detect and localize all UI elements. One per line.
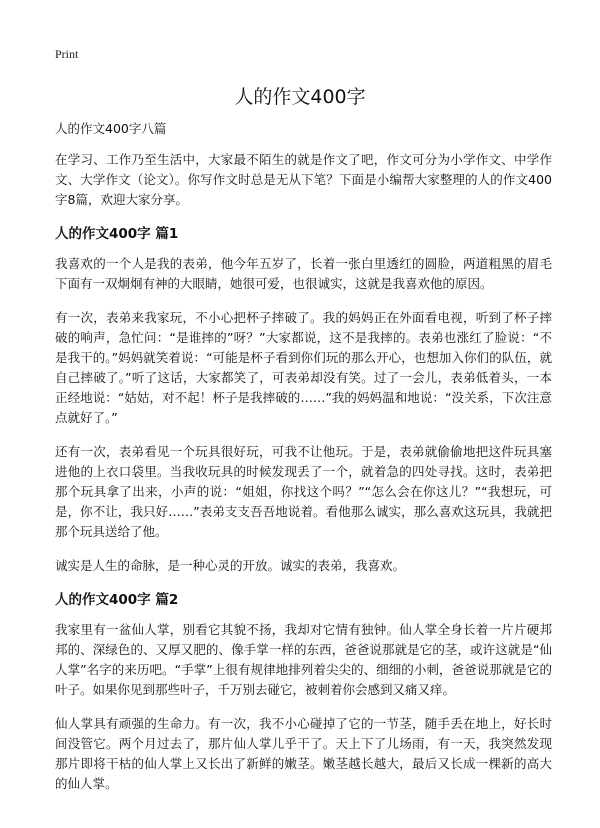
article-body [55,120,552,808]
section-heading-1: 人的作文400字 篇1 [55,226,179,242]
section-2-paragraph: 仙人掌具有顽强的生命力。有一次，我不小心碰掉了它的一节茎，随手丢在地上，好长时间没管它。两个月过去了，那片仙人掌儿乎干了。天上下了儿场雨，有一天，我突然发现那片即将干枯的仙人掌上又长出了新鲜的嫩茎。嫩茎越长越大，最后又长成一棵新的高大的仙人掌。 [55,716,552,791]
section-1-paragraph: 诚实是人生的命脉，是一种心灵的开放。诚实的表弟，我喜欢。 [55,558,406,573]
print-link[interactable]: Print [55,47,79,61]
section-1-paragraph: 有一次，表弟来我家玩，不小心把杯子摔破了。我的妈妈正在外面看电视，听到了杯子摔破的响声，急忙问：“是谁摔的”呀？”大家都说，这不是我摔的。表弟也涨红了脸说：“不是我干的。”妈妈就笑着说：“可能是杯子看到你们玩的那么开心，也想加入你们的队伍，就自己摔破了。”听了这话，大家都笑了，可表弟却没有笑。过了一会儿，表弟低着头，一本正经地说：“姑姑，对不起！杯子是我摔破的……”我的妈妈温和地说：“没关系，下次注意点就好了。” [55,310,552,425]
page-title: 人的作文400字 [234,86,366,108]
section-1-paragraph: 我喜欢的一个人是我的表弟，他今年五岁了，长着一张白里透红的圆脸，两道粗黑的眉毛下面有一双炯炯有神的大眼睛，她很可爱，也很诚实，这就是我喜欢他的原因。 [55,256,552,291]
article-subtitle: 人的作文400字八篇 [55,121,167,136]
intro-paragraph: 在学习、工作乃至生活中，大家最不陌生的就是作文了吧，作文可分为小学作文、中学作文、大学作文（论文）。你写作文时总是无从下笔？下面是小编帮大家整理的人的作文400字8篇，欢迎大家分享。 [55,152,552,207]
section-2-paragraph: 我家里有一盆仙人掌，别看它其貌不扬，我却对它情有独钟。仙人掌全身长着一片片硬邦邦的、深绿色的、又厚又肥的、像手掌一样的东西，爸爸说那就是它的茎，或许这就是“仙人掌”名字的来历吧。“手掌”上很有规律地排列着尖尖的、细细的小刺，爸爸说那就是它的叶子。如果你见到那些叶子，千万别去碰它，被刺着你会感到又痛又痒。 [55,622,552,697]
section-heading-2: 人的作文400字 篇2 [55,592,179,608]
section-1-paragraph: 还有一次，表弟看见一个玩具很好玩，可我不让他玩。于是，表弟就偷偷地把这件玩具塞进他的上衣口袋里。当我收玩具的时候发现丢了一个，就着急的四处寻找。这时，表弟把那个玩具拿了出来，小声的说：“姐姐，你找这个吗？”“怎么会在你这儿？”“我想玩，可是，你不让，我只好……”表弟支支吾吾地说着。看他那么诚实，那么喜欢这玩具，我就把那个玩具送给了他。 [55,444,552,539]
